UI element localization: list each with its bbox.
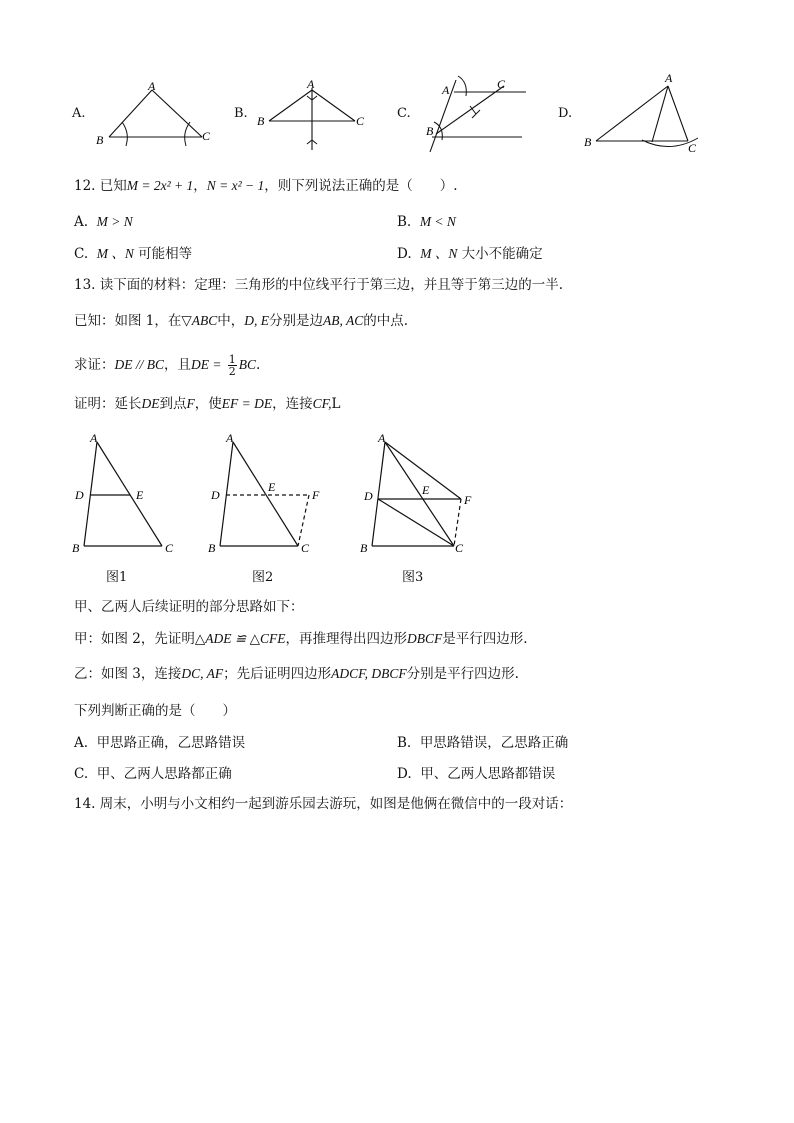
point-c: C <box>497 77 506 91</box>
caption-figure-3: 图3 <box>402 570 424 585</box>
q13-option-c: C. 甲、乙两人思路都正确 <box>74 766 232 782</box>
point-c: C <box>688 141 697 155</box>
point-c: C <box>202 129 211 143</box>
point-c: C <box>165 541 174 555</box>
figure-option-a <box>92 78 217 154</box>
point-a: A <box>442 83 450 97</box>
point-e: E <box>422 483 430 497</box>
point-e: E <box>136 488 144 502</box>
q12-stem: 12. 已知M = 2x² + 1，N = x² − 1，则下列说法正确的是（ ）. <box>74 178 458 194</box>
point-c: C <box>455 541 464 555</box>
q14-stem: 14. 周末，小明与小文相约一起到游乐园去游玩，如图是他俩在微信中的一段对话： <box>74 796 573 812</box>
q13-follow: 甲、乙两人后续证明的部分思路如下： <box>74 599 304 615</box>
option-b-label: B. <box>234 106 248 121</box>
caption-figure-2: 图2 <box>252 570 274 585</box>
point-f: F <box>312 488 320 502</box>
figure-option-c <box>414 72 529 160</box>
fraction-half: $\frac{1}{2}$ <box>228 353 236 378</box>
option-d-label: D. <box>558 106 573 121</box>
q12-m-expr: M = 2x² + 1 <box>126 178 194 193</box>
q13-option-d: D. 甲、乙两人思路都错误 <box>397 766 556 782</box>
figure-1 <box>70 428 185 562</box>
point-a: A <box>90 431 98 445</box>
q13-option-b: B. 甲思路错误，乙思路正确 <box>397 735 569 751</box>
q13-proof: 证明：延长DE到点F，使EF = DE，连接CF,L <box>74 396 341 412</box>
point-a: A <box>307 78 315 91</box>
q13-prove: 求证：DE // BC，且DE = $\frac{1}{2}$ BC. <box>74 353 261 378</box>
point-a: A <box>665 71 673 85</box>
figure-3 <box>358 428 483 562</box>
q13-intro: 13. 读下面的材料：定理：三角形的中位线平行于第三边，并且等于第三边的一半. <box>74 277 564 293</box>
point-a: A <box>378 431 386 445</box>
point-d: D <box>364 489 373 503</box>
q12-option-b: B. M < N <box>397 214 456 230</box>
q13-option-a: A. 甲思路正确，乙思路错误 <box>74 735 246 751</box>
figure-option-b <box>255 78 375 158</box>
q13-yi: 乙：如图 3，连接DC, AF；先后证明四边形ADCF, DBCF分别是平行四边形. <box>74 666 519 682</box>
q13-judge: 下列判断正确的是（ ） <box>74 703 236 719</box>
figure-option-d <box>580 68 705 160</box>
option-c-label: C. <box>397 106 411 121</box>
q12-option-c: C. M 、N 可能相等 <box>74 246 193 262</box>
point-c: C <box>356 114 365 128</box>
point-e: E <box>268 480 276 494</box>
point-b: B <box>208 541 216 555</box>
q12-n-expr: N = x² − 1 <box>206 178 265 193</box>
point-b: B <box>584 135 592 149</box>
point-f: F <box>464 493 472 507</box>
point-d: D <box>211 488 220 502</box>
point-b: B <box>96 133 104 147</box>
point-b: B <box>360 541 368 555</box>
option-a-label: A. <box>72 106 86 121</box>
q13-given: 已知：如图 1，在▽ABC中，D, E分别是边AB, AC的中点. <box>74 313 409 329</box>
caption-figure-1: 图1 <box>106 570 128 585</box>
q12-option-a: A. M > N <box>74 214 133 230</box>
point-d: D <box>75 488 84 502</box>
point-b: B <box>72 541 80 555</box>
q13-jia: 甲：如图 2，先证明△ADE ≌ △CFE，再推理得出四边形DBCF是平行四边形. <box>74 631 528 647</box>
point-b: B <box>426 124 434 138</box>
point-b: B <box>257 114 265 128</box>
point-c: C <box>301 541 310 555</box>
figure-2 <box>206 428 331 562</box>
point-a: A <box>148 79 156 93</box>
point-a: A <box>226 431 234 445</box>
q12-option-d: D. M 、N 大小不能确定 <box>397 246 543 262</box>
